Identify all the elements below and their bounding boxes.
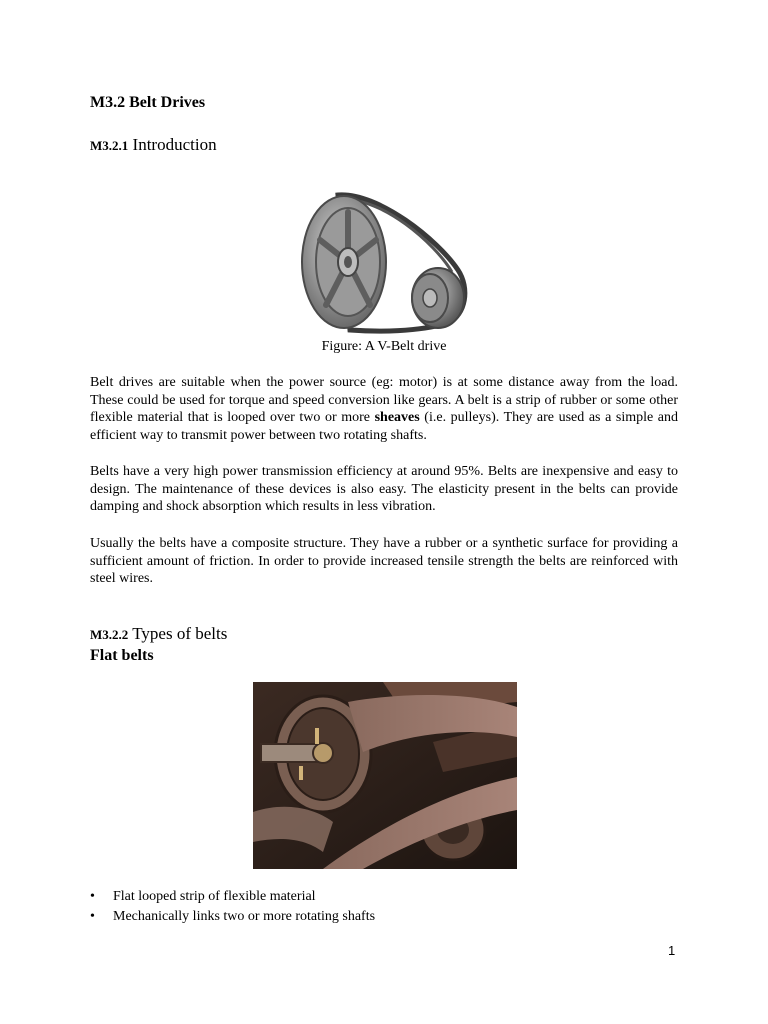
intro-number: M3.2.1: [90, 138, 129, 153]
paragraph-2: Belts have a very high power transmission efficiency at around 95%. Belts are inexpensive and easy to design. The maintenance of these devices is also easy. The elasticity present in the belts can provide damping and shock absorption which results in less vibration.: [90, 464, 678, 514]
flat-belts-subheading: Flat belts: [90, 647, 154, 664]
intro-heading: [90, 135, 217, 155]
types-title: Types of belts: [132, 624, 228, 643]
bullet-text: Flat looped strip of flexible material: [113, 889, 316, 904]
bullet-marker: •: [90, 909, 95, 924]
list-item: [90, 907, 375, 927]
section-title: Belt Drives: [129, 94, 206, 111]
bullet-text: Mechanically links two or more rotating shafts: [113, 909, 376, 924]
section-number: M3.2: [90, 94, 126, 111]
bullet-list: [90, 887, 375, 927]
paragraph-1-text-a: Belt drives are suitable when the power source (eg: motor) is at some distance away from the load. These could be used for torque and speed conversion like gears. A belt is a strip of rubber or some other flexible material that is looped over two or more: [90, 375, 678, 425]
v-belt-drive-image: [298, 190, 472, 334]
paragraph-1-text-b: (i.e. pulleys). They are used as a simple and efficient way to transmit power between two rotating shafts.: [90, 410, 679, 443]
paragraph-1: [90, 374, 678, 444]
intro-title: Introduction: [132, 135, 217, 154]
bullet-marker: •: [90, 889, 95, 904]
paragraph-3: Usually the belts have a composite structure. They have a rubber or a synthetic surface for providing a sufficient amount of friction. In order to provide increased tensile strength the belts are reinforced with steel wires.: [90, 536, 678, 586]
list-item: [90, 887, 375, 907]
paragraph-1-bold-term: sheaves: [374, 410, 420, 425]
types-heading: [90, 624, 227, 644]
flat-belt-drive-image: [253, 682, 517, 869]
figure-caption: Figure: A V-Belt drive: [321, 339, 447, 354]
page-number: 1: [668, 943, 676, 958]
section-heading: [90, 94, 205, 112]
types-number: M3.2.2: [90, 627, 129, 642]
